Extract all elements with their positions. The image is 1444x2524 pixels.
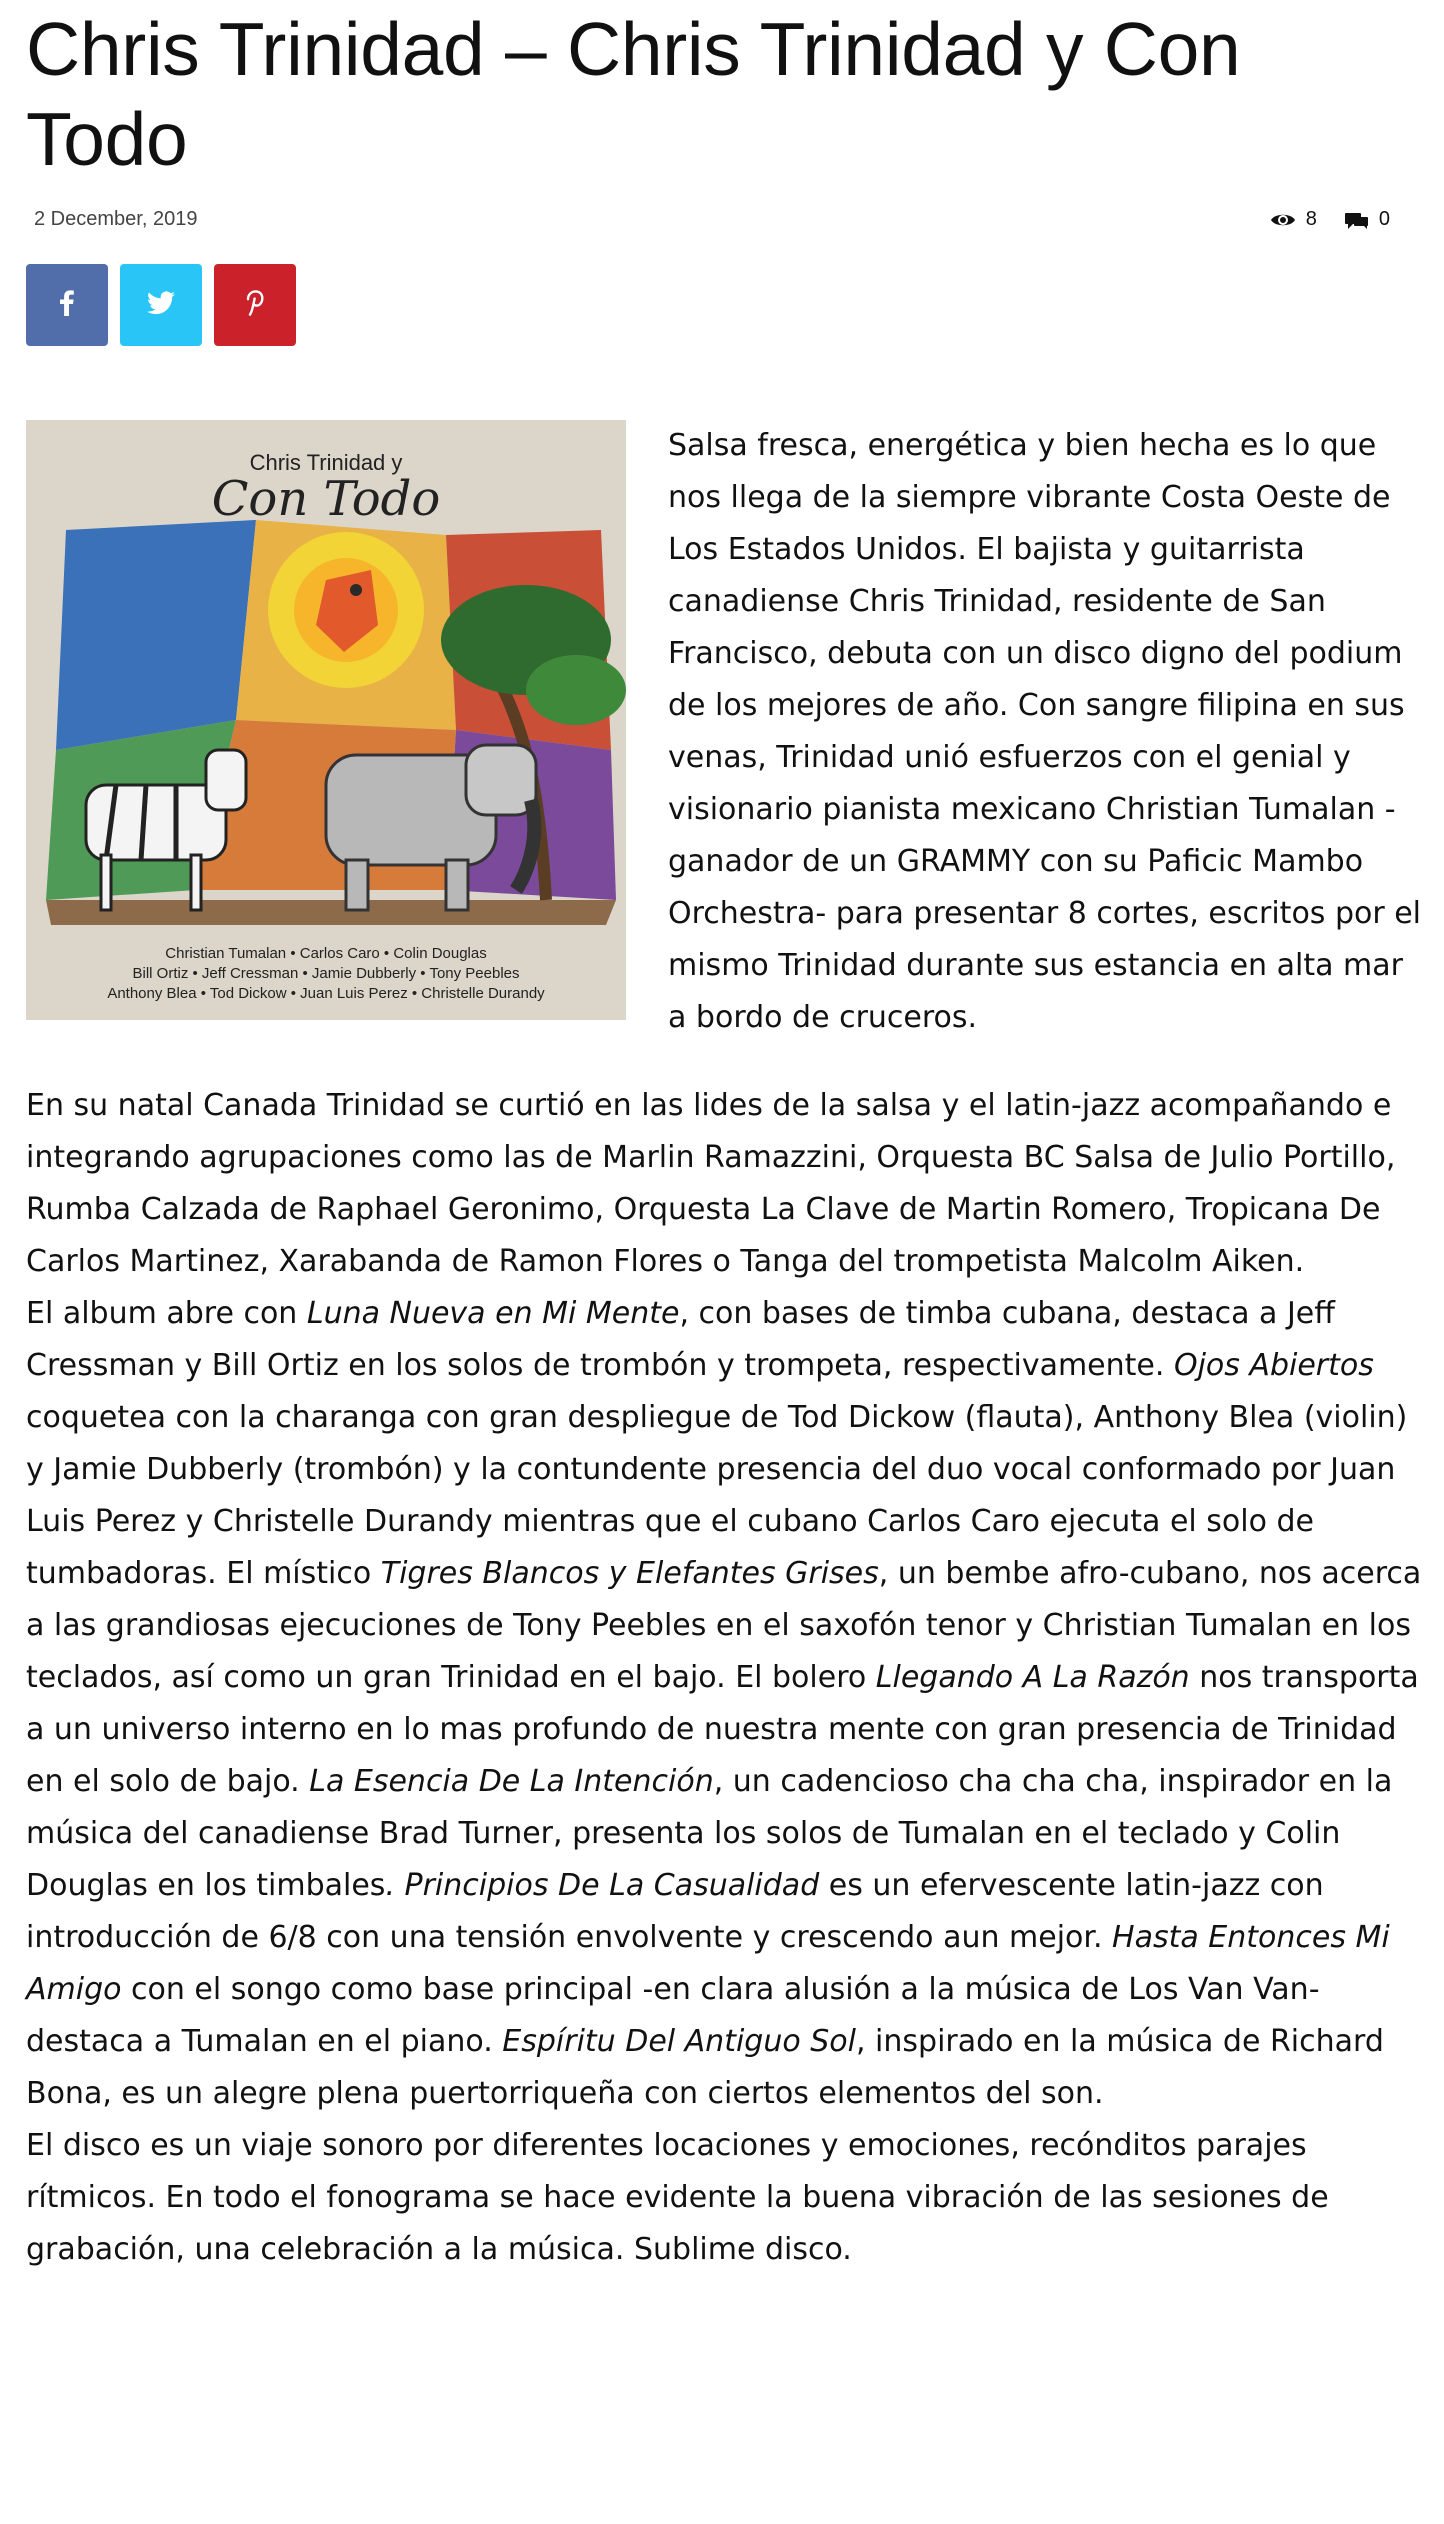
track-title: Tigres Blancos y Elefantes Grises	[380, 1556, 879, 1591]
pinterest-icon	[246, 290, 264, 320]
article	[26, 0, 1422, 2267]
intro-paragraph-container	[668, 420, 1428, 1044]
comments-counter[interactable]	[1345, 208, 1390, 231]
text-run: , inspirado en la música de Richard Bona, es un alegre plena puertorriqueña con ciertos elementos del son.	[26, 2024, 1384, 2111]
views-count: 8	[1305, 208, 1317, 230]
paragraph-tracklist	[26, 1288, 1426, 2120]
facebook-icon	[60, 290, 74, 320]
cover-credits-line3: Anthony Blea • Tod Dickow • Juan Luis Perez • Christelle Durandy	[107, 985, 545, 1002]
intro-paragraph: Salsa fresca, energética y bien hecha es lo que nos llega de la siempre vibrante Costa Oeste de Los Estados Unidos. El bajista y guitarrista canadiense Chris Trinidad, residente de San Francisco, debuta con un disco digno del podium de los mejores de año. Con sangre filipina en sus venas, Trinidad unió esfuerzos con el genial y visionario pianista mexicano Christian Tumalan -ganador de un GRAMMY con su Paficic Mambo Orchestra- para presentar 8 cortes, escritos por el mismo Trinidad durante sus estancia en alta mar a bordo de cruceros.	[668, 428, 1422, 1035]
facebook-share-button[interactable]	[26, 264, 108, 346]
twitter-icon	[147, 291, 175, 319]
pinterest-share-button[interactable]	[214, 264, 296, 346]
intro-section	[26, 420, 1422, 1060]
text-run: , un bembe afro-cubano, nos acerca a las grandiosas ejecuciones de Tony Peebles en el saxofón tenor y Christian Tumalan en los teclados, así como un gran Trinidad en el bajo. El bolero	[26, 1556, 1422, 1695]
track-title: . Principios De La Casualidad	[385, 1868, 820, 1903]
track-title: La Esencia De La Intención	[309, 1764, 714, 1799]
cover-title-line1: Chris Trinidad y	[249, 450, 403, 475]
text-run: nos transporta a un universo interno en lo mas profundo de nuestra mente con gran presencia de Trinidad en el solo de bajo.	[26, 1660, 1419, 1799]
track-title: Ojos Abiertos	[1173, 1348, 1374, 1383]
comments-count: 0	[1378, 208, 1390, 230]
track-title: Luna Nueva en Mi Mente	[306, 1296, 680, 1331]
text-run: es un efervescente latin-jazz con introducción de 6/8 con una tensión envolvente y crescendo aun mejor.	[26, 1868, 1324, 1955]
paragraph-conclusion: El disco es un viaje sonoro por diferentes locaciones y emociones, recónditos parajes rítmicos. En todo el fonograma se hace evidente la buena vibración de las sesiones de grabación, una celebración a la música. Sublime disco.	[26, 2128, 1329, 2267]
comments-icon	[1345, 210, 1369, 230]
post-date: 2 December, 2019	[34, 208, 198, 230]
post-meta	[26, 198, 1416, 246]
article-body	[26, 1080, 1426, 2276]
cover-credits-line1: Christian Tumalan • Carlos Caro • Colin Douglas	[165, 945, 487, 962]
eye-icon	[1270, 211, 1296, 229]
text-run: con el songo como base principal -en clara alusión a la música de Los Van Van- destaca a Tumalan en el piano.	[26, 1972, 1320, 2059]
cover-title-line2: Con Todo	[211, 471, 441, 527]
text-run: , un cadencioso cha cha cha, inspirador en la música del canadiense Brad Turner, presenta los solos de Tumalan en el teclado y Colin Douglas en los timbales	[26, 1764, 1393, 1903]
cover-credits-line2: Bill Ortiz • Jeff Cressman • Jamie Dubberly • Tony Peebles	[132, 965, 520, 982]
page-title: Chris Trinidad – Chris Trinidad y Con Todo	[26, 7, 1241, 181]
track-title: Hasta Entonces Mi Amigo	[26, 1920, 1390, 2007]
track-title: Espíritu Del Antiguo Sol	[502, 2024, 856, 2059]
text-run: , con bases de timba cubana, destaca a Jeff Cressman y Bill Ortiz en los solos de trombón y trompeta, respectivamente.	[26, 1296, 1335, 1383]
album-cover-image	[26, 420, 626, 1020]
share-buttons	[26, 264, 1416, 346]
views-counter	[1270, 208, 1317, 231]
post-stats	[1270, 208, 1390, 231]
text-run: coquetea con la charanga con gran despliegue de Tod Dickow (flauta), Anthony Blea (violin) y Jamie Dubberly (trombón) y la contundente presencia del duo vocal conformado por Juan Luis Perez y Christelle Durandy mientras que el cubano Carlos Caro ejecuta el solo de tumbadoras. El místico	[26, 1400, 1408, 1591]
track-title: Llegando A La Razón	[875, 1660, 1190, 1695]
twitter-share-button[interactable]	[120, 264, 202, 346]
paragraph-background: En su natal Canada Trinidad se curtió en las lides de la salsa y el latin-jazz acompañando e integrando agrupaciones como las de Marlin Ramazzini, Orquesta BC Salsa de Julio Portillo, Rumba Calzada de Raphael Geronimo, Orquesta La Clave de Martin Romero, Tropicana De Carlos Martinez, Xarabanda de Ramon Flores o Tanga del trompetista Malcolm Aiken.	[26, 1088, 1396, 1279]
text-run: El album abre con	[26, 1296, 307, 1331]
